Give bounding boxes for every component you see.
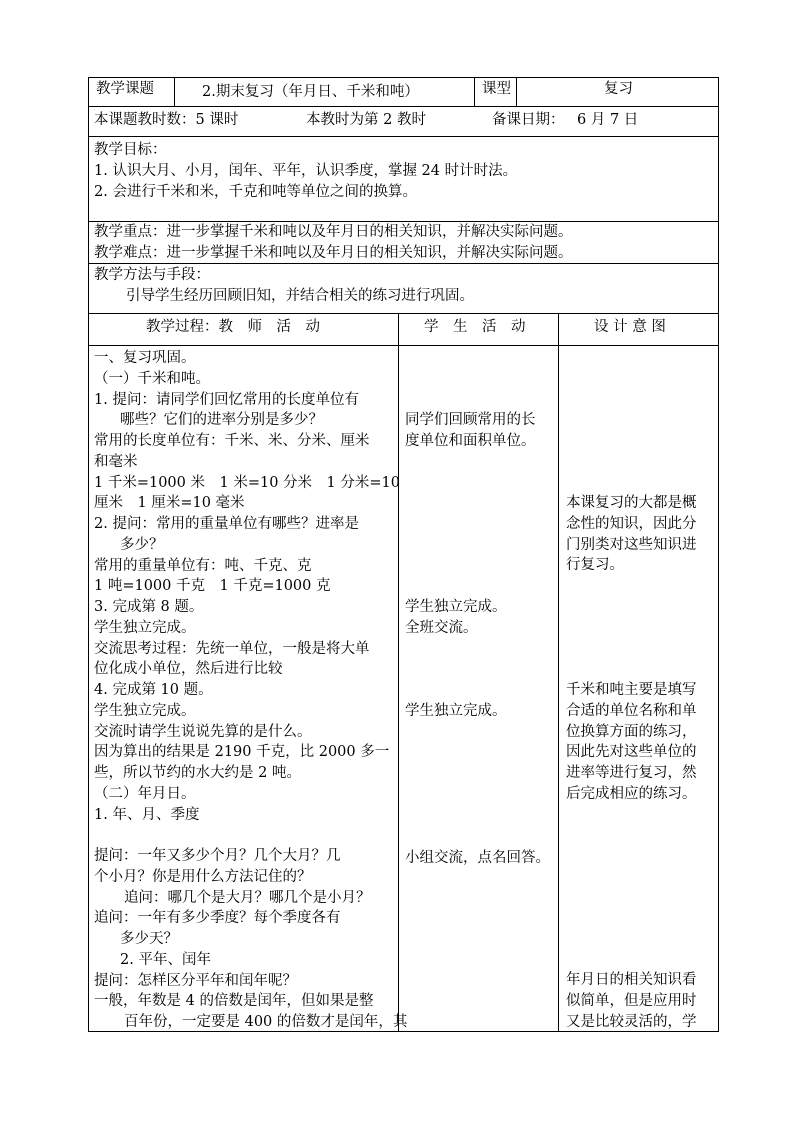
objective-item: 1. 认识大月、小月，闰年、平年，认识季度，掌握 24 时计时法。: [94, 162, 518, 179]
design-note: [566, 493, 697, 576]
teacher-activity-column: [94, 348, 407, 1033]
design-line: 行复习。: [566, 557, 624, 574]
teacher-line: 4. 完成第 10 题。: [94, 682, 213, 698]
student-line: 学生独立完成。: [405, 599, 507, 615]
student-note: [405, 410, 536, 452]
teacher-line: 交流时请学生说说先算的是什么。: [94, 723, 312, 740]
design-line: 似简单，但是应用时: [566, 992, 697, 1009]
design-line: 本课复习的大都是概: [566, 495, 697, 511]
teacher-line: 哪些？它们的进率分别是多少？: [120, 412, 323, 429]
teacher-activity-header: 教学过程：教 师 活 动: [146, 319, 320, 335]
teacher-line: 常用的长度单位有：千米、米、分米、厘米: [94, 433, 370, 449]
student-line: 全班交流。: [405, 619, 478, 636]
teacher-line: 1. 年、月、季度: [94, 806, 200, 823]
teacher-line: 多少天？: [120, 931, 178, 947]
design-line: 进率等进行复习，然: [566, 765, 697, 781]
student-note: [405, 597, 507, 639]
design-note: [566, 970, 697, 1032]
student-line: 同学们回顾常用的长: [405, 412, 536, 428]
design-intent-header: 设 计 意 图: [594, 319, 666, 335]
student-line: 学生独立完成。: [405, 703, 507, 719]
col-divider-header: [174, 77, 175, 106]
teacher-line: 厘米 1 厘米=10 毫米: [94, 495, 245, 512]
student-line: 度单位和面积单位。: [405, 432, 536, 449]
row-divider: [88, 136, 719, 137]
table-border-left: [88, 77, 89, 1031]
row-divider: [88, 313, 719, 314]
teacher-line: 1. 提问：请同学们回忆常用的长度单位有: [94, 391, 359, 408]
design-line: 又是比较灵活的，学: [566, 1013, 697, 1030]
col-divider-process: [558, 313, 559, 1031]
row-divider: [88, 106, 719, 107]
student-activity-header: 学 生 活 动: [424, 319, 526, 335]
methods-section: [94, 265, 474, 307]
prep-date-label: 备课日期：: [492, 112, 565, 128]
teacher-line: 追问：一年有多少季度？每个季度各有: [94, 910, 341, 927]
design-line: 门别类对这些知识进: [566, 536, 697, 553]
teacher-line: 位化成小单位，然后进行比较: [94, 661, 283, 678]
difficulty: 教学难点：进一步掌握千米和吨以及年月日的相关知识，并解决实际问题。: [94, 244, 573, 261]
col-divider-header: [474, 77, 475, 106]
methods-text: 引导学生经历回顾旧知，并结合相关的练习进行巩固。: [126, 287, 474, 304]
design-line: 位换算方面的练习，: [566, 723, 697, 740]
student-line: 小组交流，点名回答。: [405, 850, 550, 866]
teacher-line: 一、复习巩固。: [94, 350, 196, 366]
design-line: 合适的单位名称和单: [566, 702, 697, 719]
teacher-line: 多少？: [120, 536, 164, 553]
course-title-label: 教学课题: [96, 81, 154, 97]
course-type-label: 课型: [482, 81, 511, 97]
teacher-line: 一般，年数是 4 的倍数是闰年，但如果是整: [94, 993, 374, 1010]
student-note: [405, 701, 507, 722]
col-divider-header: [516, 77, 517, 106]
focus-section: [94, 222, 573, 264]
prep-date: 6 月 7 日: [577, 112, 639, 128]
objective-item: 2. 会进行千米和米，千克和吨等单位之间的换算。: [94, 183, 417, 200]
design-line: 年月日的相关知识看: [566, 972, 697, 988]
design-line: 因此先对这些单位的: [566, 744, 697, 761]
teacher-line: 交流思考过程：先统一单位，一般是将大单: [94, 640, 370, 657]
current-hour: 本教时为第 2 教时: [306, 112, 426, 128]
methods-heading: 教学方法与手段：: [94, 267, 210, 283]
teacher-line: 3. 完成第 8 题。: [94, 599, 204, 615]
course-type: 复习: [604, 81, 633, 97]
teacher-line: 提问：怎样区分平年和闰年呢？: [94, 972, 297, 989]
teacher-line: 因为算出的结果是 2190 千克，比 2000 多一: [94, 744, 390, 761]
objectives-section: [94, 140, 517, 202]
course-title: 2.期末复习（年月日、千米和吨）: [202, 84, 419, 100]
design-line: 后完成相应的练习。: [566, 785, 697, 802]
objectives-heading: 教学目标：: [94, 142, 167, 158]
teacher-line: 个小月？你是用什么方法记住的？: [94, 868, 312, 885]
key-point: 教学重点：进一步掌握千米和吨以及年月日的相关知识，并解决实际问题。: [94, 224, 573, 240]
table-border-right: [718, 77, 719, 1031]
teacher-line: 学生独立完成。: [94, 702, 196, 719]
teacher-line: 常用的重量单位有：吨、千克、克: [94, 557, 312, 574]
design-note: [566, 680, 697, 805]
total-hours: 本课题教时数：5 课时: [94, 112, 239, 128]
table-border-top: [88, 77, 719, 78]
teacher-line: （一）千米和吨。: [94, 370, 210, 387]
teacher-line: （二）年月日。: [94, 785, 196, 802]
design-line: 念性的知识，因此分: [566, 515, 697, 532]
student-note: [405, 848, 550, 869]
teacher-line: 提问：一年又多少个月？几个大月？几: [94, 848, 341, 864]
teacher-line: 追问：哪几个是大月？哪几个是小月？: [124, 889, 371, 906]
teacher-line: 1 吨=1000 千克 1 千克=1000 克: [94, 578, 331, 595]
teacher-line: 百年份，一定要是 400 的倍数才是闰年，其: [124, 1014, 408, 1030]
row-divider: [88, 345, 719, 346]
teacher-line: 学生独立完成。: [94, 619, 196, 636]
teacher-line: 些，所以节约的水大约是 2 吨。: [94, 765, 301, 781]
teacher-line: 1 千米=1000 米 1 米=10 分米 1 分米=10: [94, 474, 400, 491]
teacher-line: 和毫米: [94, 453, 138, 470]
design-line: 千米和吨主要是填写: [566, 682, 697, 698]
teacher-line: 2. 平年、闰年: [120, 951, 211, 968]
teacher-line: 2. 提问：常用的重量单位有哪些？进率是: [94, 516, 359, 532]
